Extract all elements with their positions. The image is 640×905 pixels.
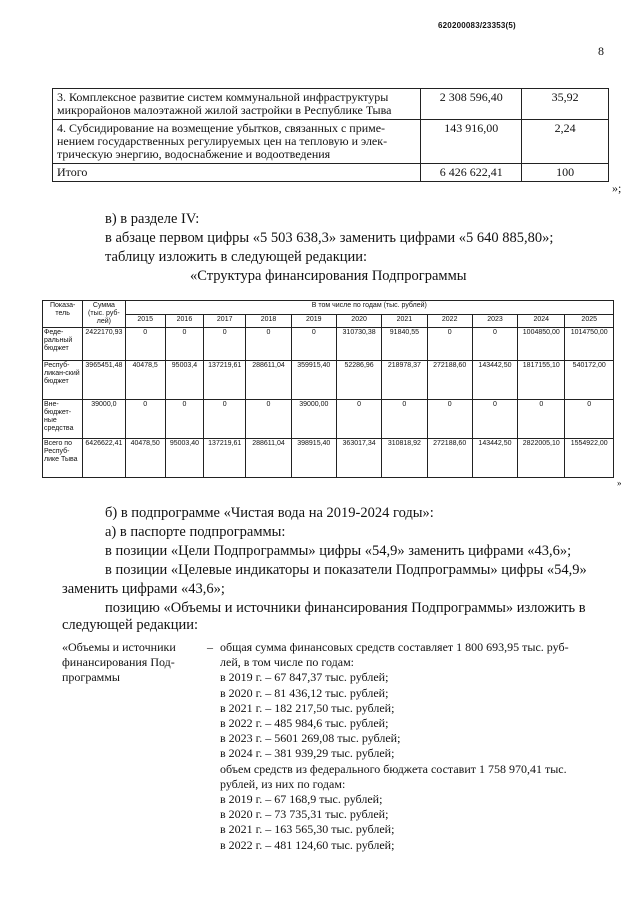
section-b-heading: б) в подпрограмме «Чистая вода на 2019-2024 годы»:: [105, 505, 434, 521]
table-cell-item: [53, 89, 421, 120]
passport-line: в 2022 г. – 485 984,6 тыс. рублей;: [220, 716, 389, 731]
passport-line: общая сумма финансовых средств составляет 1 800 693,95 тыс. руб-: [220, 640, 569, 654]
funding-share-table: [52, 88, 609, 182]
table-row-total: [43, 439, 614, 478]
table-cell: 91840,55: [382, 328, 427, 361]
table-row-federal: [43, 328, 614, 361]
table-row: [53, 120, 609, 164]
table-closing-quote: »;: [612, 181, 622, 195]
header-sum: Сумма (тыс. руб-лей): [83, 301, 125, 328]
table-row-republic: [43, 361, 614, 400]
table-cell: 0: [125, 400, 165, 439]
table-cell: 272188,60: [427, 361, 472, 400]
table-cell: 0: [246, 400, 291, 439]
table-cell: 0: [165, 400, 203, 439]
row-label: Всего по Респуб-лике Тыва: [43, 439, 83, 478]
table-cell: 0: [165, 328, 203, 361]
table-cell: 137219,61: [204, 361, 246, 400]
table-cell: 1014750,00: [565, 328, 614, 361]
table-cell: 0: [204, 400, 246, 439]
table-cell: 0: [382, 400, 427, 439]
passport-label-line: «Объемы и источники: [62, 640, 176, 654]
table-cell: 0: [246, 328, 291, 361]
financing-structure-table: [42, 300, 614, 478]
table-cell: 0: [472, 328, 517, 361]
section-b-paragraph: в позиции «Цели Подпрограммы» цифры «54,9» заменить цифрами «43,6»;: [105, 543, 572, 559]
passport-label: [62, 640, 192, 685]
year-header: 2022: [427, 314, 472, 328]
section-b-paragraph: заменить цифрами «43,6»;: [62, 581, 225, 597]
table-years-row: [43, 314, 614, 328]
table-cell: 0: [336, 400, 381, 439]
section-v-heading: в) в разделе IV:: [105, 211, 200, 227]
table-cell: 0: [427, 400, 472, 439]
section-v-paragraph: таблицу изложить в следующей редакции:: [105, 249, 368, 265]
table-row: [53, 89, 609, 120]
table-cell-percent: 100: [522, 164, 609, 182]
table-cell: 0: [518, 400, 565, 439]
table-cell-sum: 143 916,00: [421, 120, 522, 164]
table-cell: 1004850,00: [518, 328, 565, 361]
row-label: Респуб-ликан-ский бюджет: [43, 361, 83, 400]
table-cell: 1554922,00: [565, 439, 614, 478]
table-cell: 310730,38: [336, 328, 381, 361]
passport-line: лей, в том числе по годам:: [220, 655, 355, 670]
section-v-paragraph: в абзаце первом цифры «5 503 638,3» заменить цифрами «5 640 885,80»;: [105, 230, 554, 246]
table-cell-sum: 6 426 622,41: [421, 164, 522, 182]
passport-dash: –: [207, 640, 213, 654]
passport-label-line: финансирования Под-: [62, 655, 175, 669]
table-cell: 39000,00: [291, 400, 336, 439]
table-cell: 52286,96: [336, 361, 381, 400]
passport-line: в 2023 г. – 5601 269,08 тыс. рублей;: [220, 731, 401, 746]
table-cell: 363017,34: [336, 439, 381, 478]
table-cell: 0: [565, 400, 614, 439]
table-cell: 1817155,10: [518, 361, 565, 400]
header-years-group: В том числе по годам (тыс. рублей): [125, 301, 613, 315]
table-cell: 288611,04: [246, 439, 291, 478]
table-cell: 0: [472, 400, 517, 439]
section-b-paragraph: позицию «Объемы и источники финансирования Подпрограммы» изложить в: [105, 600, 586, 616]
table-cell: 218978,37: [382, 361, 427, 400]
table-cell: 0: [204, 328, 246, 361]
table-cell: 2822005,10: [518, 439, 565, 478]
table-cell: 40478,5: [125, 361, 165, 400]
table-row-extrabudget: [43, 400, 614, 439]
section-b-paragraph: следующей редакции:: [62, 617, 199, 633]
cell-text-line: 3. Комплексное развитие систем коммунальной инфраструктуры: [57, 90, 389, 104]
cell-text-line: микрорайонов малоэтажной жилой застройки в Республике Тыва: [57, 103, 392, 117]
passport-line: в 2019 г. – 67 847,37 тыс. рублей;: [220, 670, 389, 685]
row-sum: 2422170,93: [83, 328, 125, 361]
cell-text-line: трическую энергию, водоснабжение и водоотведения: [57, 147, 331, 161]
year-header: 2024: [518, 314, 565, 328]
passport-line: в 2021 г. – 182 217,50 тыс. рублей;: [220, 700, 395, 715]
table-cell: 0: [125, 328, 165, 361]
passport-line: в 2022 г. – 481 124,60 тыс. рублей;: [220, 837, 395, 852]
passport-label-line: программы: [62, 670, 120, 684]
table-cell-percent: 2,24: [522, 120, 609, 164]
table-closing-quote: »: [617, 478, 622, 488]
header-indicator: Показа-тель: [43, 301, 83, 328]
passport-line: в 2020 г. – 81 436,12 тыс. рублей;: [220, 685, 389, 700]
row-sum: 3965451,48: [83, 361, 125, 400]
row-label: Вне-бюджет-ные средства: [43, 400, 83, 439]
row-label: Феде-ральный бюджет: [43, 328, 83, 361]
document-id: 620200083/23353(5): [438, 21, 516, 30]
table-cell: 540172,00: [565, 361, 614, 400]
year-header: 2020: [336, 314, 381, 328]
passport-line: в 2019 г. – 67 168,9 тыс. рублей;: [220, 792, 383, 807]
year-header: 2015: [125, 314, 165, 328]
passport-line: объем средств из федерального бюджета составит 1 758 970,41 тыс.: [220, 761, 567, 776]
passport-line: рублей, из них по годам:: [220, 776, 346, 791]
table-cell: 143442,50: [472, 361, 517, 400]
year-header: 2021: [382, 314, 427, 328]
year-header: 2019: [291, 314, 336, 328]
year-header: 2017: [204, 314, 246, 328]
table-header-row: [43, 301, 614, 315]
section-b-paragraph: а) в паспорте подпрограммы:: [105, 524, 286, 540]
table-cell-item: [53, 120, 421, 164]
table-cell: 0: [291, 328, 336, 361]
table-cell-item: Итого: [53, 164, 421, 182]
table-cell-percent: 35,92: [522, 89, 609, 120]
financing-table-title: «Структура финансирования Подпрограммы: [190, 268, 467, 284]
table-cell: 95003,40: [165, 439, 203, 478]
table-row-total: [53, 164, 609, 182]
cell-text-line: нением государственных регулируемых цен на тепловую и элек-: [57, 134, 388, 148]
page-number: 8: [598, 44, 604, 58]
table-cell: 137219,61: [204, 439, 246, 478]
table-cell: 272188,60: [427, 439, 472, 478]
row-sum: 39000,0: [83, 400, 125, 439]
table-cell: 40478,50: [125, 439, 165, 478]
table-cell: 0: [427, 328, 472, 361]
table-cell: 359915,40: [291, 361, 336, 400]
row-sum: 6426622,41: [83, 439, 125, 478]
year-header: 2025: [565, 314, 614, 328]
passport-line: в 2024 г. – 381 939,29 тыс. рублей;: [220, 746, 395, 761]
year-header: 2023: [472, 314, 517, 328]
passport-line: в 2021 г. – 163 565,30 тыс. рублей;: [220, 822, 395, 837]
year-header: 2016: [165, 314, 203, 328]
table-cell: 398915,40: [291, 439, 336, 478]
passport-value: [220, 640, 610, 853]
table-cell: 288611,04: [246, 361, 291, 400]
table-cell: 310818,92: [382, 439, 427, 478]
table-cell-sum: 2 308 596,40: [421, 89, 522, 120]
passport-line: в 2020 г. – 73 735,31 тыс. рублей;: [220, 807, 389, 822]
table-cell: 95003,4: [165, 361, 203, 400]
cell-text-line: 4. Субсидирование на возмещение убытков, связанных с приме-: [57, 121, 386, 135]
table-cell: 143442,50: [472, 439, 517, 478]
section-b-paragraph: в позиции «Целевые индикаторы и показатели Подпрограммы» цифры «54,9»: [105, 562, 587, 578]
year-header: 2018: [246, 314, 291, 328]
